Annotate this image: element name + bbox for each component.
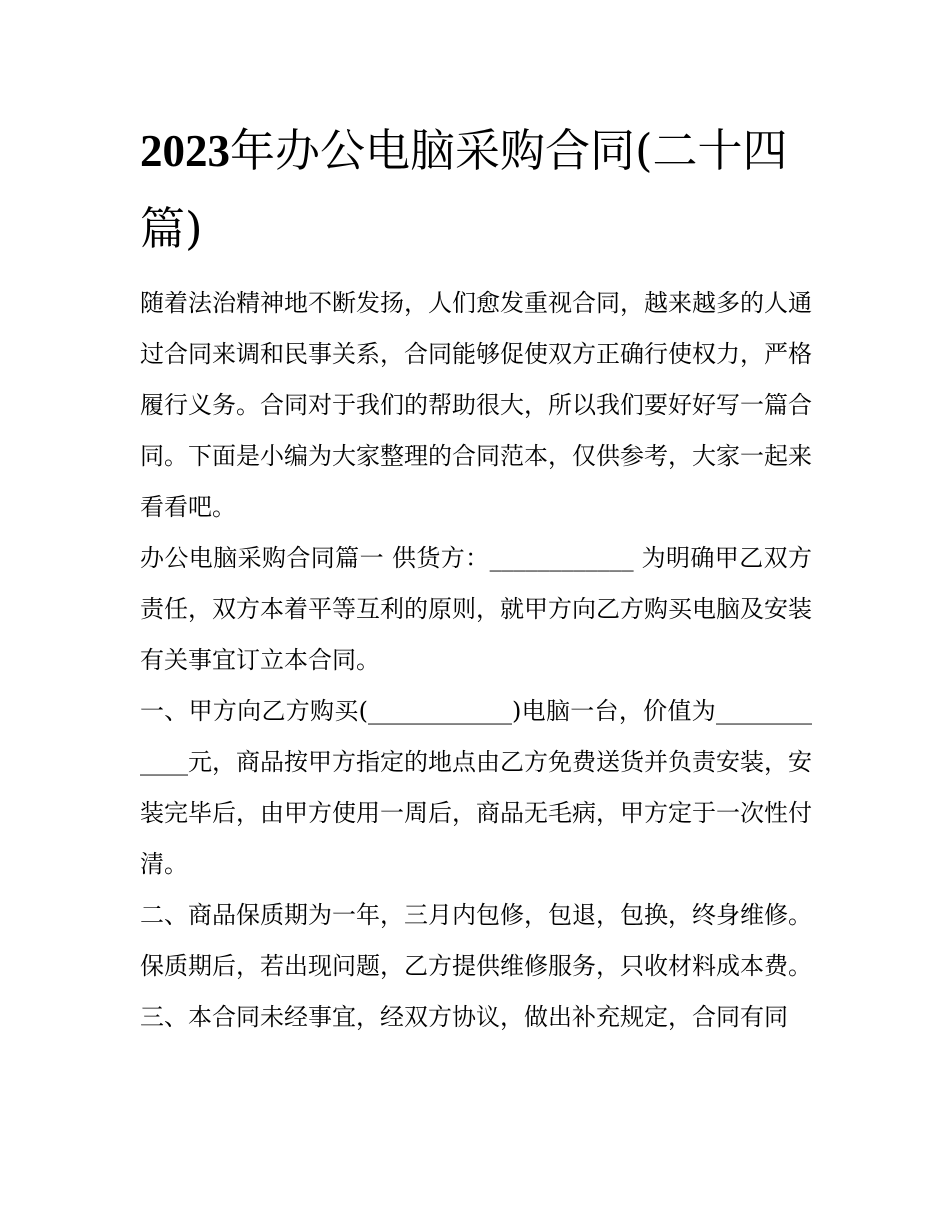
document-body — [140, 278, 812, 1043]
document-content — [140, 112, 812, 1043]
clause-three-paragraph: 三、本合同未经事宜，经双方协议，做出补充规定，合同有同 — [140, 1003, 788, 1031]
intro-paragraph: 随着法治精神地不断发扬，人们愈发重视合同，越来越多的人通过合同来调和民事关系，合同能够促使双方正确行使权力，严格履行义务。合同对于我们的帮助很大，所以我们要好好写一篇合同。下面是小编为大家整理的合同范本，仅供参考，大家一起来看看吧。 — [140, 289, 812, 521]
clause-two-paragraph: 二、商品保质期为一年，三月内包修，包退，包换，终身维修。保质期后，若出现问题，乙方提供维修服务，只收材料成本费。 — [140, 901, 812, 980]
document-title — [140, 112, 812, 268]
title-text: 年办公电脑采购合同(二十四篇) — [140, 124, 788, 255]
title-year: 2023 — [140, 126, 230, 176]
contract-opening-paragraph: 办公电脑采购合同篇一 供货方：____________ 为明确甲乙双方责任，双方本着平等互利的原则，就甲方向乙方购买电脑及安装有关事宜订立本合同。 — [140, 544, 812, 674]
clause-one-paragraph: 一、甲方向乙方购买(____________)电脑一台，价值为____________元，商品按甲方指定的地点由乙方免费送货并负责安装，安装完毕后，由甲方使用一周后，商品无毛病，甲方定于一次性付清。 — [140, 697, 812, 878]
